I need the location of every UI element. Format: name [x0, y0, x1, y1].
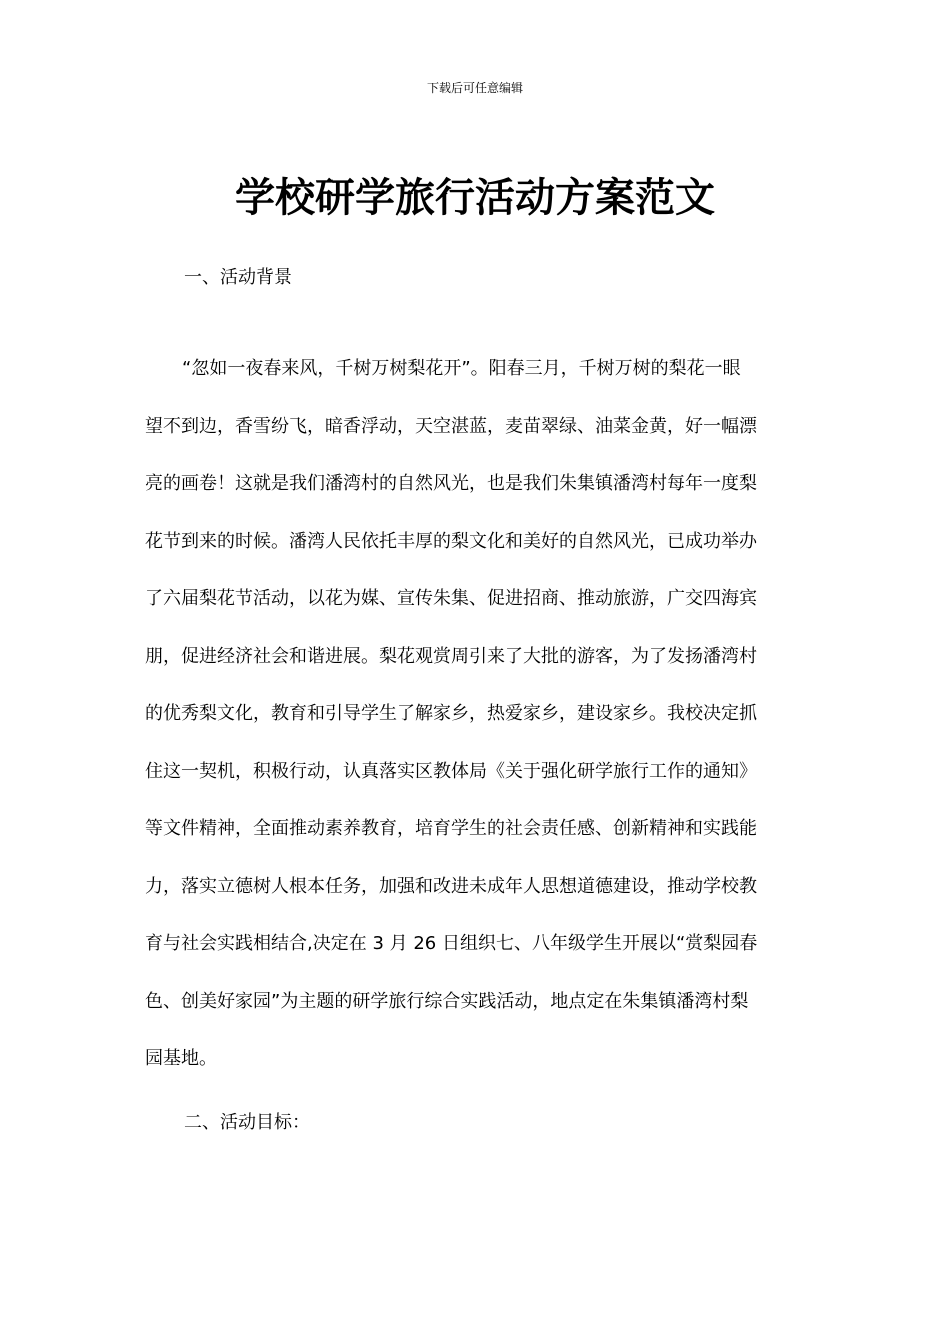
paragraph-line: 住这一契机，积极行动，认真落实区教体局《关于强化研学旅行工作的通知》: [145, 760, 757, 782]
paragraph-line: 园基地。: [145, 1048, 217, 1069]
section-heading-background: 一、活动背景: [184, 267, 292, 288]
paragraph-line: 朋，促进经济社会和谐进展。梨花观赏周引来了大批的游客，为了发扬潘湾村: [145, 645, 757, 667]
background-paragraph: [145, 340, 807, 1088]
paragraph-line: “忽如一夜春来风，千树万树梨花开”。阳春三月，千树万树的梨花一眼: [182, 358, 741, 379]
paragraph-line: 育与社会实践相结合,决定在 3 月 26 日组织七、八年级学生开展以“赏梨园春: [145, 933, 758, 954]
paragraph-line: 的优秀梨文化，教育和引导学生了解家乡，热爱家乡，建设家乡。我校决定抓: [145, 703, 757, 724]
document-title: 学校研学旅行活动方案范文: [235, 175, 715, 221]
paragraph-line: 色、创美好家园”为主题的研学旅行综合实践活动，地点定在朱集镇潘湾村梨: [145, 990, 749, 1012]
header-note: 下载后可任意编辑: [426, 81, 523, 95]
paragraph-line: 了六届梨花节活动，以花为媒、宣传朱集、促进招商、推动旅游，广交四海宾: [145, 588, 757, 609]
section-heading-goals: 二、活动目标：: [184, 1112, 310, 1133]
paragraph-line: 花节到来的时候。潘湾人民依托丰厚的梨文化和美好的自然风光，已成功举办: [145, 530, 757, 552]
paragraph-line: 望不到边，香雪纷飞，暗香浮动，天空湛蓝，麦苗翠绿、油菜金黄，好一幅漂: [145, 415, 757, 437]
paragraph-line: 力，落实立德树人根本任务，加强和改进未成年人思想道德建设，推动学校教: [145, 875, 757, 897]
paragraph-line: 亮的画卷！这就是我们潘湾村的自然风光，也是我们朱集镇潘湾村每年一度梨: [145, 473, 757, 494]
paragraph-line: 等文件精神，全面推动素养教育，培育学生的社会责任感、创新精神和实践能: [145, 818, 757, 839]
